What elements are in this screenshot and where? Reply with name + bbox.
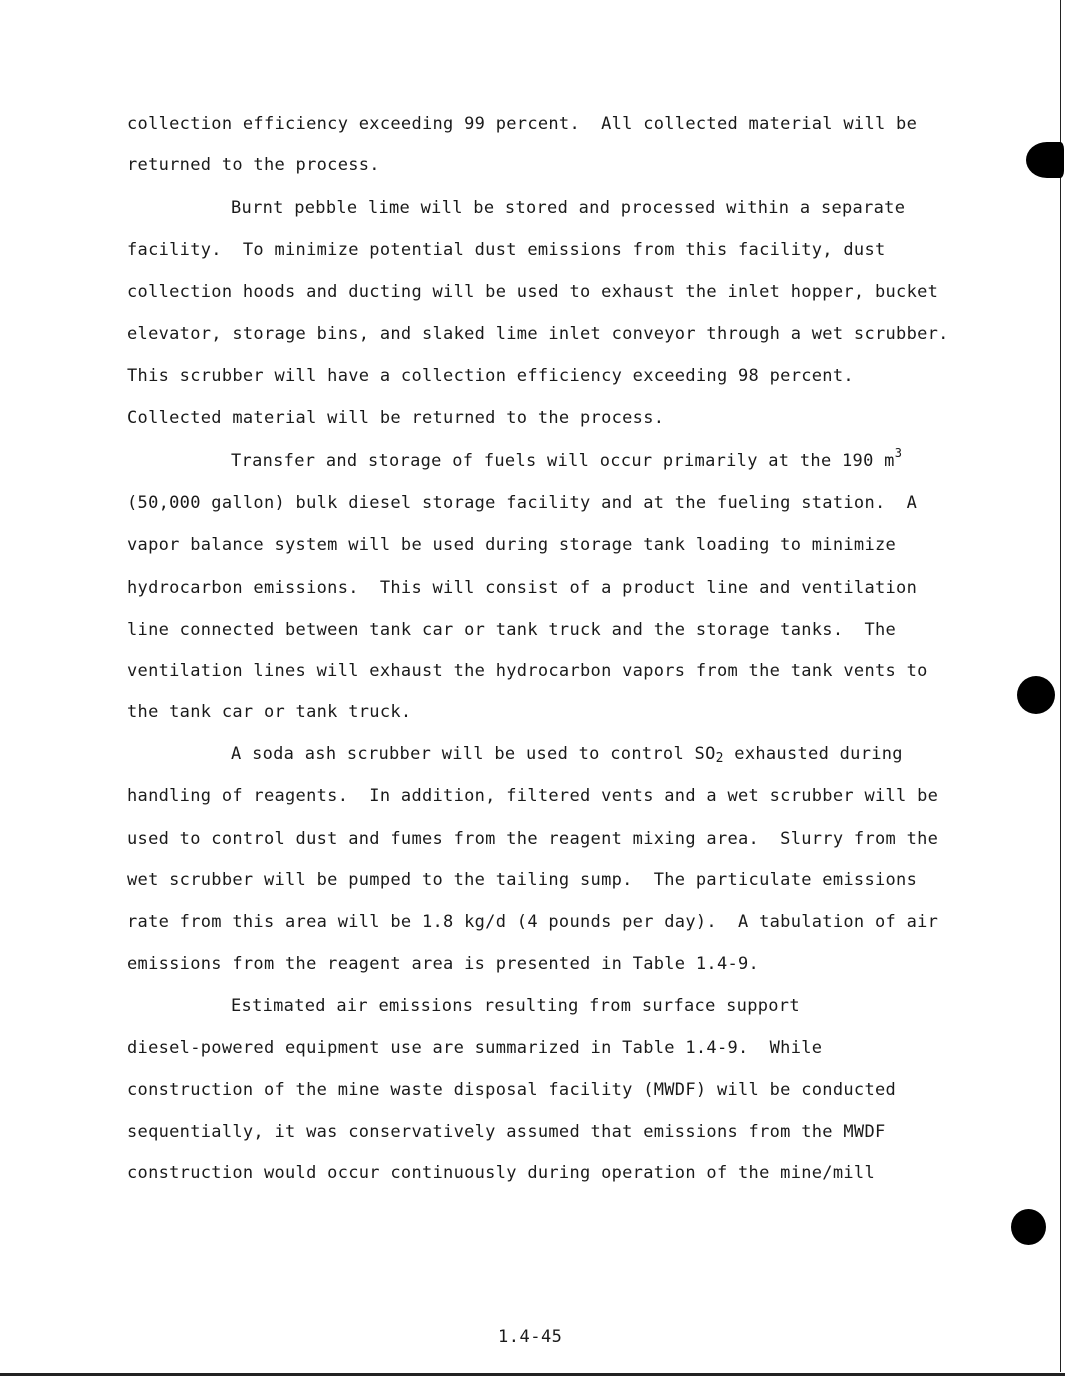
punch-hole-mark bbox=[1011, 1209, 1046, 1245]
text-line: emissions from the reagent area is presented in Table 1.4-9. bbox=[127, 954, 760, 974]
text-line: construction would occur continuously during operation of the mine/mill bbox=[127, 1163, 875, 1183]
text-line: rate from this area will be 1.8 kg/d (4 pounds per day). A tabulation of air bbox=[127, 912, 939, 932]
text-line: (50,000 gallon) bulk diesel storage facility and at the fueling station. A bbox=[127, 493, 918, 513]
text-line: the tank car or tank truck. bbox=[127, 702, 412, 722]
text-line-with-superscript bbox=[231, 446, 903, 471]
punch-hole-mark bbox=[1017, 676, 1055, 714]
page-bottom-edge bbox=[0, 1373, 1065, 1376]
text-line: vapor balance system will be used during storage tank loading to minimize bbox=[127, 535, 897, 555]
page-right-edge bbox=[1060, 0, 1061, 1372]
superscript: 3 bbox=[894, 446, 903, 461]
text-line: collection hoods and ducting will be used to exhaust the inlet hopper, bucket bbox=[127, 282, 939, 302]
text-line: collection efficiency exceeding 99 percent. All collected material will be bbox=[127, 114, 918, 134]
text-line: used to control dust and fumes from the reagent mixing area. Slurry from the bbox=[127, 829, 939, 849]
text-line: diesel-powered equipment use are summarized in Table 1.4-9. While bbox=[127, 1038, 823, 1058]
text-line: This scrubber will have a collection efficiency exceeding 98 percent. bbox=[127, 366, 854, 386]
text-line: Estimated air emissions resulting from surface support bbox=[231, 996, 800, 1016]
text-line: construction of the mine waste disposal facility (MWDF) will be conducted bbox=[127, 1080, 897, 1100]
page-number: 1.4-45 bbox=[498, 1327, 563, 1347]
text-line: handling of reagents. In addition, filtered vents and a wet scrubber will be bbox=[127, 786, 939, 806]
text-fragment: A soda ash scrubber will be used to control SO bbox=[231, 744, 716, 764]
punch-hole-mark bbox=[1026, 142, 1064, 178]
text-line: sequentially, it was conservatively assumed that emissions from the MWDF bbox=[127, 1122, 886, 1142]
text-line: hydrocarbon emissions. This will consist of a product line and ventilation bbox=[127, 578, 918, 598]
text-line: Burnt pebble lime will be stored and processed within a separate bbox=[231, 198, 906, 218]
text-line: returned to the process. bbox=[127, 155, 380, 175]
text-line: Collected material will be returned to the process. bbox=[127, 408, 665, 428]
text-line-with-subscript bbox=[231, 744, 903, 764]
text-line: line connected between tank car or tank truck and the storage tanks. The bbox=[127, 620, 897, 640]
text-line: ventilation lines will exhaust the hydrocarbon vapors from the tank vents to bbox=[127, 661, 928, 681]
text-fragment: exhausted during bbox=[723, 744, 903, 764]
text-line: facility. To minimize potential dust emissions from this facility, dust bbox=[127, 240, 886, 260]
text-line: wet scrubber will be pumped to the tailing sump. The particulate emissions bbox=[127, 870, 918, 890]
text-fragment: Transfer and storage of fuels will occur primarily at the 190 m bbox=[231, 451, 895, 471]
subscript: 2 bbox=[715, 751, 724, 766]
text-line: elevator, storage bins, and slaked lime inlet conveyor through a wet scrubber. bbox=[127, 324, 949, 344]
